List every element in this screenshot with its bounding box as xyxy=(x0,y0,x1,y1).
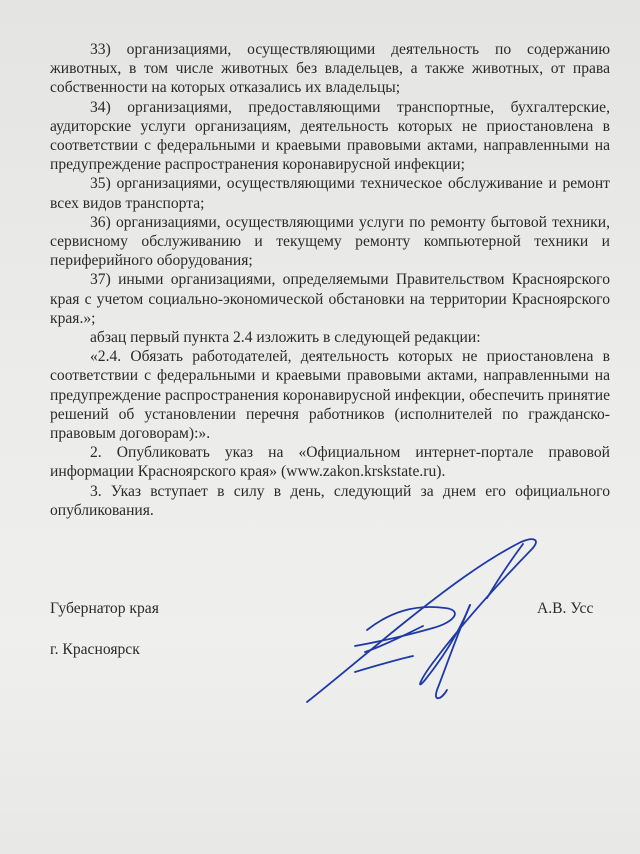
paragraph-publication: 2. Опубликовать указ на «Официальном интернет-портале правовой информации Красноярского края» (www.zakon.krskstate.ru). xyxy=(50,444,610,481)
paragraph-effective-date: 3. Указ вступает в силу в день, следующий за днем его официального опубликования. xyxy=(50,482,610,519)
paragraph-item-34: 34) организациями, предоставляющими транспортные, бухгалтерские, аудиторские услуги организациям, деятельность которых не приостановлена в соответствии с федеральными и краевыми правовыми актами, направленными на предупреждение распространения коронавирусной инфекции; xyxy=(50,98,610,174)
paragraph-item-35: 35) организациями, осуществляющими техническое обслуживание и ремонт всех видов транспорта; xyxy=(50,175,610,212)
paragraph-amendment-intro: абзац первый пункта 2.4 изложить в следующей редакции: xyxy=(90,329,481,347)
paragraph-item-33: 33) организациями, осуществляющими деятельность по содержанию животных, в том числе животных без владельцев, а также животных, от права собственности на которых отказались их владельцы; xyxy=(50,41,610,97)
document-body xyxy=(50,40,610,520)
handwritten-signature-icon xyxy=(295,530,555,720)
paragraph-item-37: 37) иными организациями, определяемыми Правительством Красноярского края с учетом социально-экономической обстановки на территории Красноярского края.»; xyxy=(50,271,610,327)
signatory-title: Губернатор края xyxy=(50,600,159,617)
paragraph-item-36: 36) организациями, осуществляющими услуги по ремонту бытовой техники, сервисному обслуживанию и текущему ремонту компьютерной техники и периферийного оборудования; xyxy=(50,213,610,270)
paragraph-clause-2-4: «2.4. Обязать работодателей, деятельность которых не приостановлена в соответствии с федеральными и краевыми правовыми актами, направленными на предупреждение распространения коронавирусной инфекции, обеспечить принятие решений об установлении перечня работников (исполнителей по гражданско-правовым договорам):». xyxy=(50,348,610,443)
place-of-signing: г. Красноярск xyxy=(50,641,140,658)
signatory-name: А.В. Усс xyxy=(537,600,594,617)
